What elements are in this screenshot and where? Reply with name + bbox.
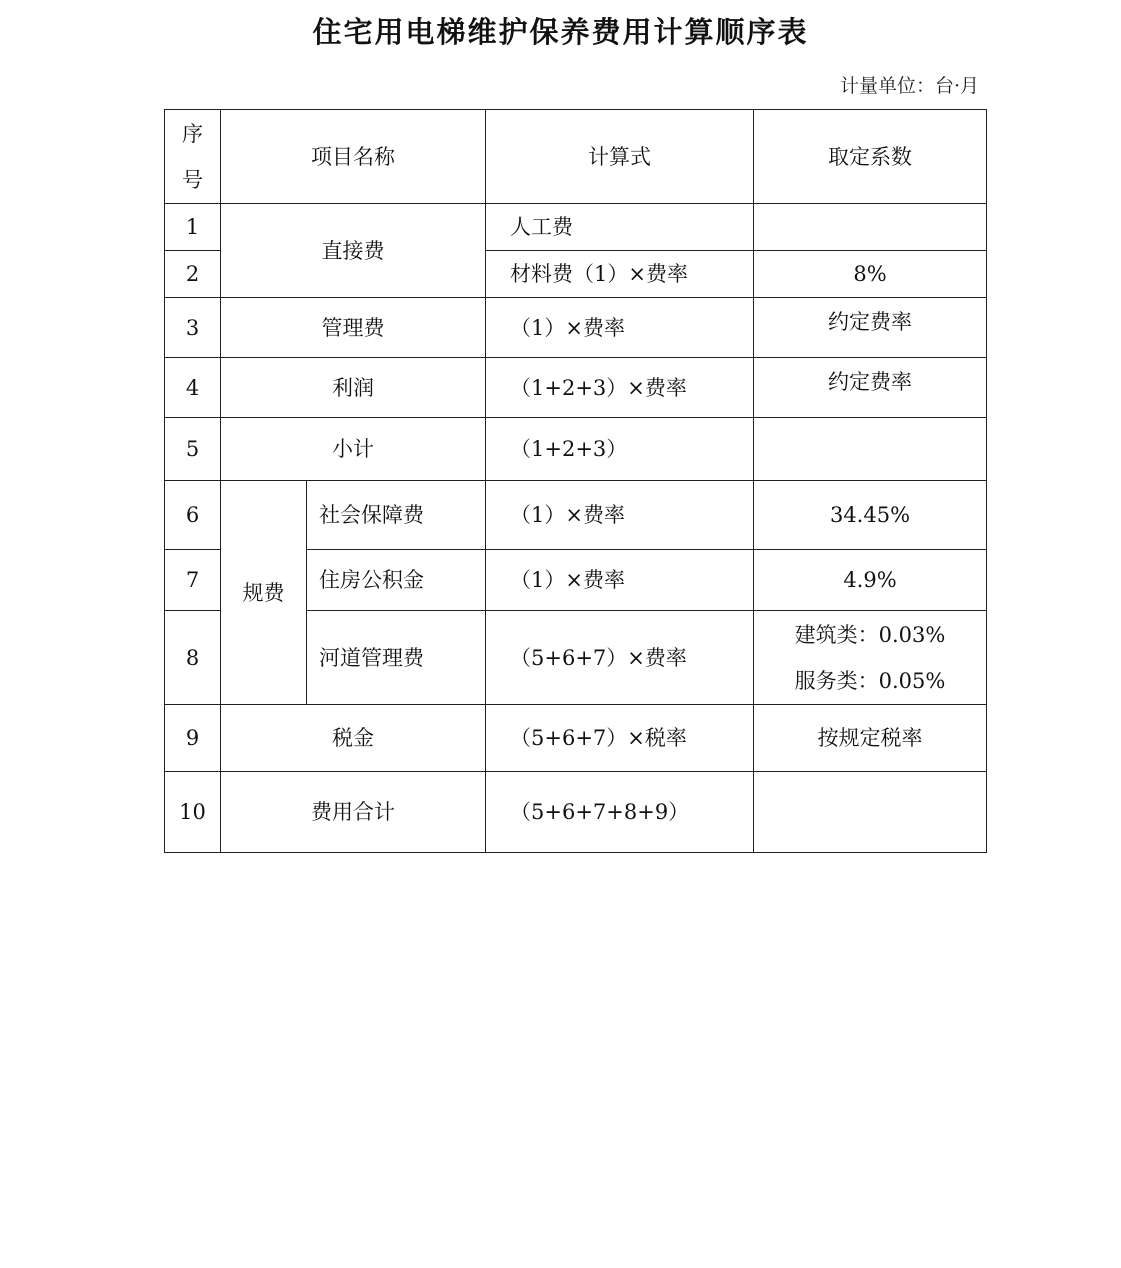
header-seq: 序 号 bbox=[165, 110, 221, 204]
row-name: 社会保障费 bbox=[307, 481, 486, 550]
row-name: 费用合计 bbox=[221, 772, 486, 853]
row-name: 税金 bbox=[221, 705, 486, 772]
table-row bbox=[165, 204, 987, 251]
row-coef: 34.45% bbox=[754, 481, 987, 550]
row-number: 2 bbox=[165, 251, 221, 298]
table-row bbox=[165, 298, 987, 358]
fee-calculation-table bbox=[164, 109, 987, 853]
row-formula: （1）×费率 bbox=[486, 550, 754, 611]
row-number: 9 bbox=[165, 705, 221, 772]
row-coef: 约定费率 bbox=[754, 358, 987, 418]
row-number: 10 bbox=[165, 772, 221, 853]
row-formula: （5+6+7）×税率 bbox=[486, 705, 754, 772]
table-header-row bbox=[165, 110, 987, 204]
row-number: 6 bbox=[165, 481, 221, 550]
table-row bbox=[165, 481, 987, 550]
row-formula: （1+2+3） bbox=[486, 418, 754, 481]
row-name: 利润 bbox=[221, 358, 486, 418]
row-number: 7 bbox=[165, 550, 221, 611]
row-number: 1 bbox=[165, 204, 221, 251]
row-coef: 4.9% bbox=[754, 550, 987, 611]
row-formula: （1）×费率 bbox=[486, 298, 754, 358]
row-number: 3 bbox=[165, 298, 221, 358]
row-formula: （1）×费率 bbox=[486, 481, 754, 550]
table-row bbox=[165, 358, 987, 418]
document-title: 住宅用电梯维护保养费用计算顺序表 bbox=[312, 15, 809, 49]
row-coef: 约定费率 bbox=[754, 298, 987, 358]
row-formula: （5+6+7）×费率 bbox=[486, 611, 754, 705]
row-name: 河道管理费 bbox=[307, 611, 486, 705]
row-coef bbox=[754, 418, 987, 481]
row-number: 8 bbox=[165, 611, 221, 705]
row-coef: 按规定税率 bbox=[754, 705, 987, 772]
header-coef: 取定系数 bbox=[754, 110, 987, 204]
group-direct-cost: 直接费 bbox=[221, 204, 486, 298]
table-row bbox=[165, 705, 987, 772]
unit-label: 计量单位：台·月 bbox=[839, 75, 979, 97]
row-name: 住房公积金 bbox=[307, 550, 486, 611]
group-statutory-fees: 规费 bbox=[221, 481, 307, 705]
row-coef: 建筑类：0.03% 服务类：0.05% bbox=[754, 611, 987, 705]
row-coef bbox=[754, 204, 987, 251]
table-row bbox=[165, 418, 987, 481]
table-row bbox=[165, 772, 987, 853]
row-name: 小计 bbox=[221, 418, 486, 481]
row-formula: （1+2+3）×费率 bbox=[486, 358, 754, 418]
row-name: 管理费 bbox=[221, 298, 486, 358]
header-formula: 计算式 bbox=[486, 110, 754, 204]
header-name: 项目名称 bbox=[221, 110, 486, 204]
row-number: 5 bbox=[165, 418, 221, 481]
row-coef bbox=[754, 772, 987, 853]
row-number: 4 bbox=[165, 358, 221, 418]
row-formula: 材料费（1）×费率 bbox=[486, 251, 754, 298]
row-formula: （5+6+7+8+9） bbox=[486, 772, 754, 853]
row-coef: 8% bbox=[754, 251, 987, 298]
row-formula: 人工费 bbox=[486, 204, 754, 251]
